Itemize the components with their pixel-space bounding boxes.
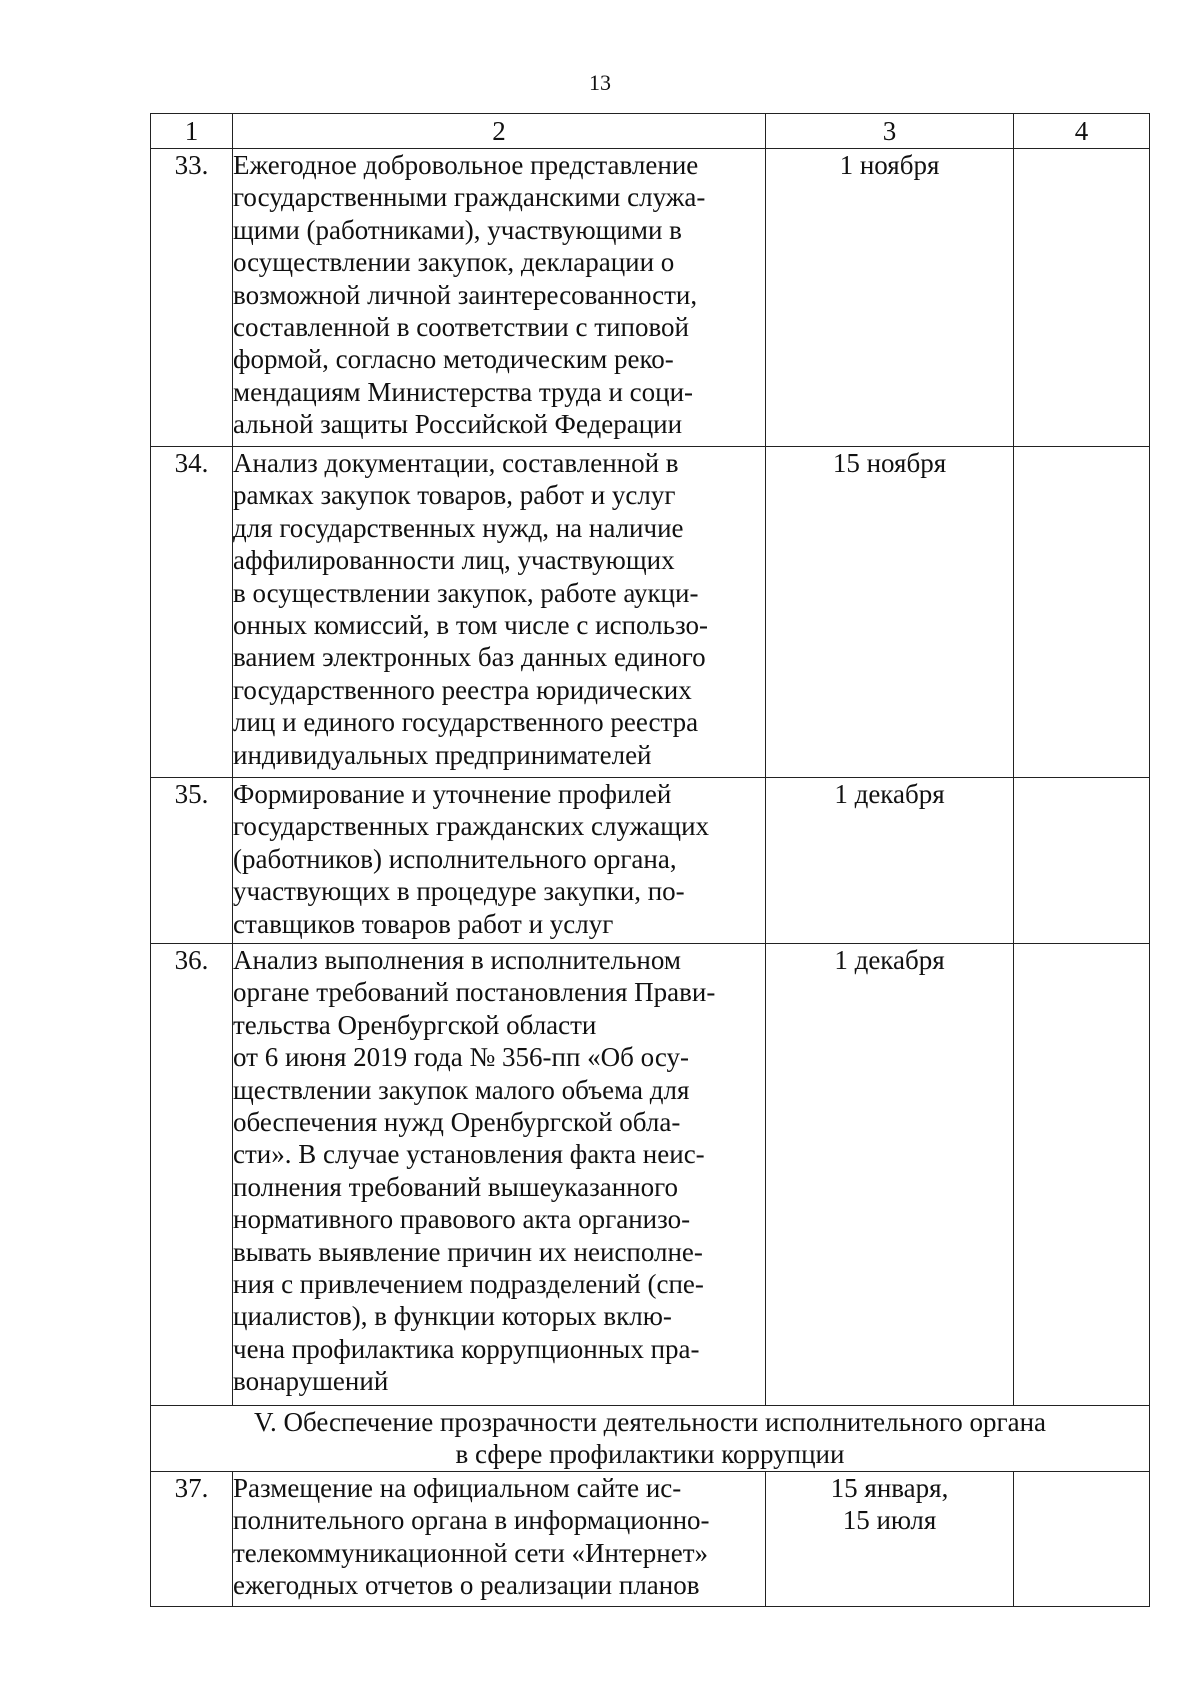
text-line: ния с привлечением подразделений (спе- (233, 1269, 704, 1300)
text-line: Анализ документации, составленной в (233, 448, 679, 478)
measure-description (233, 778, 766, 944)
text-line: нормативного правового акта организо- (233, 1204, 691, 1235)
deadline: 15 ноября (766, 447, 1014, 778)
text-line: циалистов), в функции которых вклю- (233, 1301, 672, 1332)
section-heading-row (151, 1406, 1150, 1472)
text-line: альной защиты Российской Федерации (233, 409, 683, 440)
text-line: тельства Оренбургской области (233, 1009, 597, 1040)
measure-description (233, 149, 766, 447)
table-row (151, 149, 1150, 447)
table-row (151, 447, 1150, 778)
text-line: ществлении закупок малого объема для (233, 1074, 690, 1105)
deadline (766, 1472, 1014, 1607)
section-heading (151, 1406, 1150, 1472)
deadline: 1 декабря (766, 778, 1014, 944)
row-number: 36. (151, 944, 233, 1406)
measure-description (233, 447, 766, 778)
text-line: государственных гражданских служащих (233, 811, 710, 842)
text-line: онных комиссий, в том числе с использо- (233, 610, 708, 641)
note-cell (1014, 1472, 1150, 1607)
text-line: составленной в соответствии с типовой (233, 312, 689, 343)
text-line: Ежегодное добровольное представление (233, 150, 699, 180)
table-row (151, 944, 1150, 1406)
text-line: мендациям Министерства труда и соци- (233, 376, 694, 407)
text-line: осуществлении закупок, декларации о (233, 247, 675, 278)
deadline-line: 15 января, (830, 1473, 949, 1503)
note-cell (1014, 149, 1150, 447)
row-number: 35. (151, 778, 233, 944)
text-line: от 6 июня 2019 года № 356-пп «Об осу- (233, 1042, 689, 1073)
text-line: органе требований постановления Прави- (233, 977, 716, 1008)
text-line: государственного реестра юридических (233, 674, 692, 705)
measure-description (233, 944, 766, 1406)
header-col-3: 3 (766, 114, 1014, 149)
deadline: 1 декабря (766, 944, 1014, 1406)
section-heading-line: V. Обеспечение прозрачности деятельности исполнительного органа (253, 1407, 1047, 1437)
text-line: телекоммуникационной сети «Интернет» (233, 1537, 708, 1568)
header-col-4: 4 (1014, 114, 1150, 149)
text-line: вывать выявление причин их неисполне- (233, 1236, 703, 1267)
text-line: полнения требований вышеуказанного (233, 1171, 679, 1202)
text-line: для государственных нужд, на наличие (233, 512, 684, 543)
deadline-line: 15 июля (842, 1505, 937, 1536)
text-line: ванием электронных баз данных единого (233, 642, 706, 673)
text-line: возможной личной заинтересованности, (233, 279, 698, 310)
text-line: Формирование и уточнение профилей (233, 779, 672, 809)
section-heading-line: в сфере профилактики коррупции (455, 1439, 845, 1470)
text-line: рамках закупок товаров, работ и услуг (233, 480, 676, 511)
note-cell (1014, 944, 1150, 1406)
text-line: формой, согласно методическим реко- (233, 344, 674, 375)
text-line: полнительного органа в информационно- (233, 1505, 710, 1536)
row-number: 33. (151, 149, 233, 447)
text-line: ежегодных отчетов о реализации планов (233, 1570, 700, 1601)
deadline: 1 ноября (766, 149, 1014, 447)
text-line: вонарушений (233, 1366, 389, 1397)
text-line: сти». В случае установления факта неис- (233, 1139, 705, 1170)
page-number: 13 (589, 70, 611, 95)
text-line: аффилированности лиц, участвующих (233, 545, 675, 576)
row-number: 34. (151, 447, 233, 778)
measure-description (233, 1472, 766, 1607)
table-row (151, 1472, 1150, 1607)
text-line: в осуществлении закупок, работе аукци- (233, 577, 699, 608)
text-line: Размещение на официальном сайте ис- (233, 1473, 682, 1503)
text-line: щими (работниками), участвующими в (233, 214, 682, 245)
table-row (151, 778, 1150, 944)
text-line: обеспечения нужд Оренбургской обла- (233, 1107, 681, 1138)
header-row (151, 114, 1150, 149)
row-number: 37. (151, 1472, 233, 1607)
plan-table (150, 113, 1150, 1607)
text-line: лиц и единого государственного реестра (233, 707, 699, 738)
text-line: Анализ выполнения в исполнительном (233, 945, 681, 975)
header-col-2: 2 (233, 114, 766, 149)
text-line: индивидуальных предпринимателей (233, 739, 652, 770)
text-line: (работников) исполнительного органа, (233, 843, 677, 874)
text-line: чена профилактика коррупционных пра- (233, 1333, 700, 1364)
note-cell (1014, 778, 1150, 944)
text-line: участвующих в процедуре закупки, по- (233, 876, 685, 907)
header-col-1: 1 (151, 114, 233, 149)
text-line: ставщиков товаров работ и услуг (233, 908, 614, 939)
note-cell (1014, 447, 1150, 778)
text-line: государственными гражданскими служа- (233, 182, 706, 213)
